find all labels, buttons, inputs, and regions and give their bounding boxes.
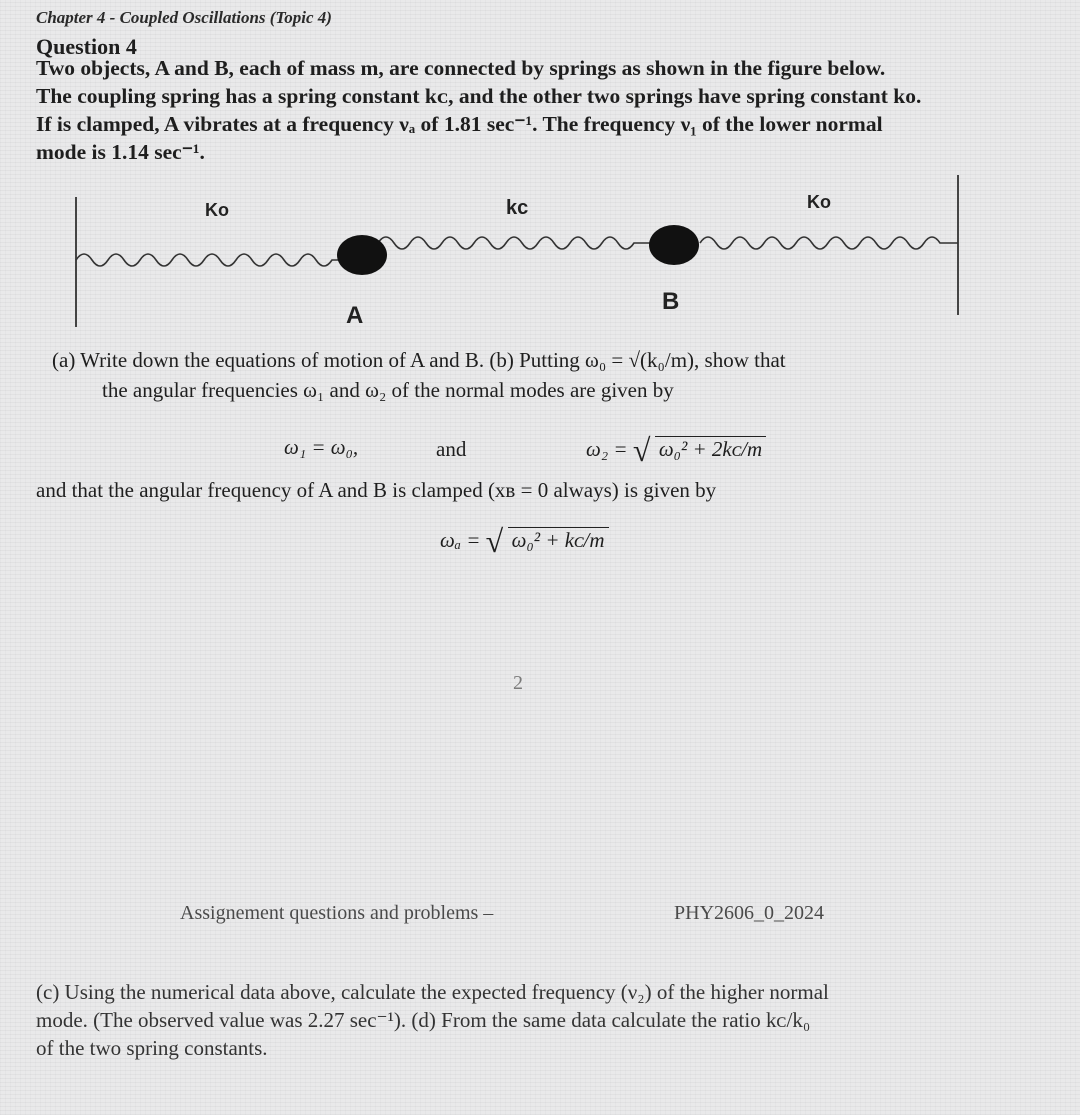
mass-b: [649, 225, 699, 265]
omega2-equation: [586, 432, 766, 468]
parts-ab-line-2: the angular frequencies ω₁ and ω₂ of the normal modes are given by: [102, 378, 674, 402]
radical-sign: √: [485, 523, 504, 559]
parts-cd-line-3: of the two spring constants.: [36, 1036, 268, 1060]
mass-b-label: B: [662, 288, 680, 315]
parts-cd-line-2: mode. (The observed value was 2.27 sec⁻¹). (d) From the same data calculate the ratio kᴄ/k₀: [36, 1008, 811, 1032]
normal-mode-equations: [36, 433, 1036, 473]
omega2-sqrt: [632, 432, 766, 468]
and-word: and: [436, 437, 467, 461]
chapter-header: Chapter 4 - Coupled Oscillations (Topic 4): [36, 8, 332, 27]
page-footer: [180, 902, 900, 930]
spring-mass-figure: [60, 175, 980, 345]
omega2-radicand: ω₀² + 2kᴄ/m: [655, 436, 766, 461]
spring-right-label: Ko: [807, 192, 831, 212]
omega1-equation: ω₁ = ω₀,: [284, 435, 359, 459]
parts-c-d: [36, 978, 829, 1062]
footer-right: PHY2606_0_2024: [674, 902, 825, 924]
mass-a-label: A: [346, 302, 364, 329]
question-title: Question 4: [36, 34, 137, 59]
omega2-lhs: ω₂ =: [586, 437, 628, 461]
footer-left: Assignement questions and problems –: [180, 902, 494, 924]
omegaA-radicand: ω₀² + kᴄ/m: [508, 527, 609, 552]
radical-sign: √: [632, 432, 651, 468]
spring-middle: [378, 237, 652, 249]
spring-left-label: Ko: [205, 200, 229, 220]
spring-middle-label: kc: [506, 197, 529, 219]
intro-line-1: Two objects, A and B, each of mass m, are connected by springs as shown in the figure below.: [36, 56, 886, 80]
clamp-text: and that the angular frequency of A and B is clamped (xʙ = 0 always) is given by: [36, 478, 717, 502]
intro-line-4: mode is 1.14 sec⁻¹.: [36, 140, 205, 164]
spring-right: [700, 237, 958, 249]
intro-line-2: The coupling spring has a spring constant kᴄ, and the other two springs have spring constant ko.: [36, 84, 922, 108]
parts-ab-line-1: (a) Write down the equations of motion of A and B. (b) Putting ω₀ = √(k₀/m), show that: [52, 348, 786, 372]
question-intro: [36, 54, 996, 166]
page-number: 2: [513, 672, 523, 694]
omegaA-lhs: ωₐ =: [440, 528, 481, 552]
parts-cd-line-1: (c) Using the numerical data above, calculate the expected frequency (ν₂) of the higher normal: [36, 980, 829, 1004]
omegaA-sqrt: [485, 523, 609, 559]
omegaA-equation: [440, 523, 609, 559]
parts-a-b: [36, 345, 786, 405]
mass-a: [337, 235, 387, 275]
intro-line-3: If is clamped, A vibrates at a frequency νₐ of 1.81 sec⁻¹. The frequency ν₁ of the lower normal: [36, 112, 883, 136]
spring-left: [76, 254, 346, 266]
